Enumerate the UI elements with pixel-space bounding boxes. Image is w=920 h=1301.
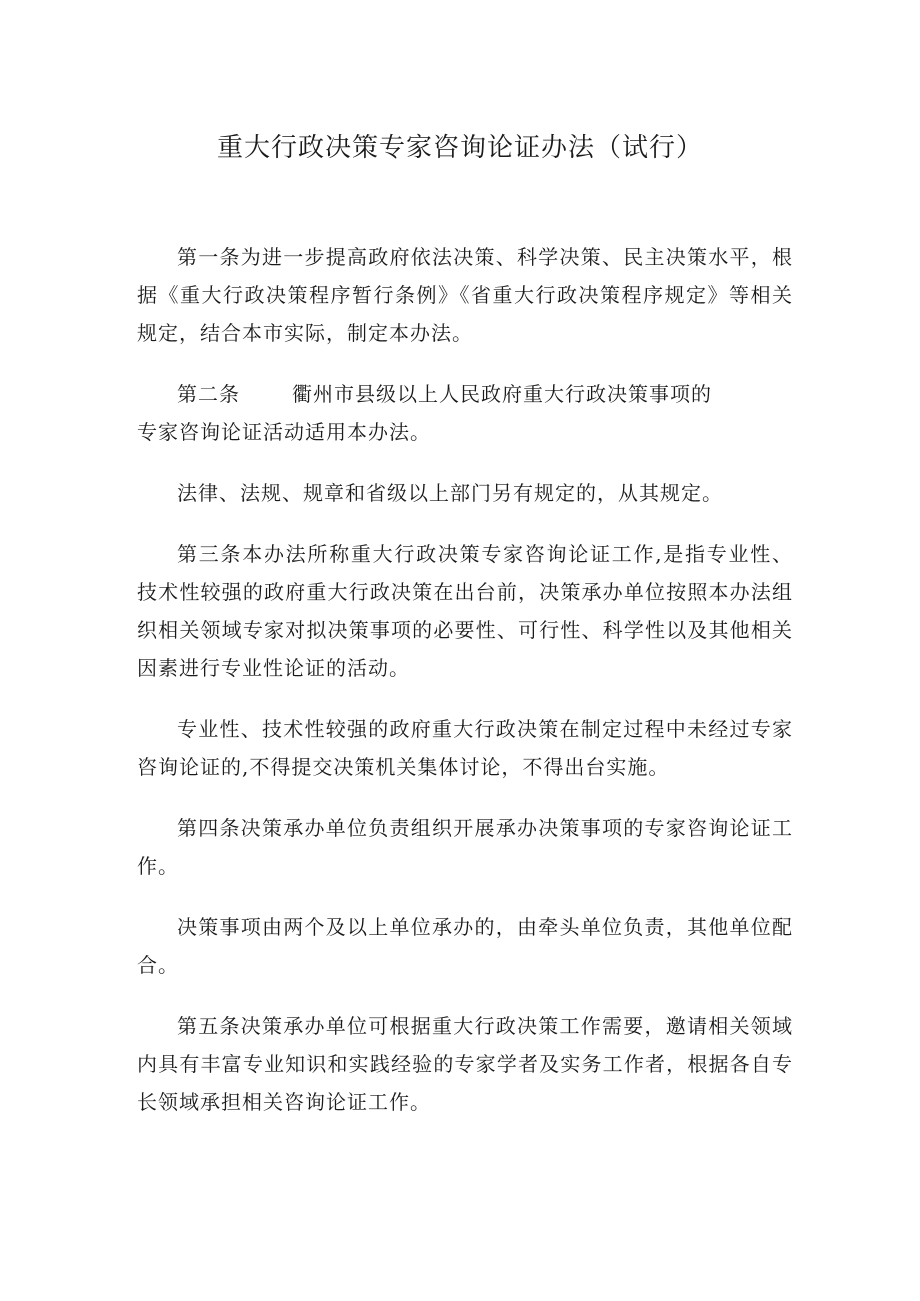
article-3-clause: 专业性、技术性较强的政府重大行政决策在制定过程中未经过专家咨询论证的,不得提交决策机关集体讨论，不得出台实施。 [137,717,793,779]
article-4-clause: 决策事项由两个及以上单位承办的，由牵头单位负责，其他单位配合。 [137,915,793,977]
document-title: 重大行政决策专家咨询论证办法（试行） [216,133,703,163]
article-2-line-2: 专家咨询论证活动适用本办法。 [137,420,431,444]
article-3: 第三条本办法所称重大行政决策专家咨询论证工作,是指专业性、技术性较强的政府重大行政决策在出台前，决策承办单位按照本办法组织相关领域专家对拟决策事项的必要性、可行性、科学性以及其他相关因素进行专业性论证的活动。 [137,542,793,680]
article-2-line-1 [137,375,793,413]
article-2-clause: 法律、法规、规章和省级以上部门另有规定的，从其规定。 [177,481,723,505]
article-4: 第四条决策承办单位负责组织开展承办决策事项的专家咨询论证工作。 [137,816,793,878]
article-5: 第五条决策承办单位可根据重大行政决策工作需要，邀请相关领域内具有丰富专业知识和实践经验的专家学者及实务工作者，根据各自专长领域承担相关咨询论证工作。 [137,1014,793,1114]
article-1: 第一条为进一步提高政府依法决策、科学决策、民主决策水平，根据《重大行政决策程序暂行条例》《省重大行政决策程序规定》等相关规定，结合本市实际，制定本办法。 [137,245,793,345]
document-body [137,238,793,1144]
article-2 [137,375,793,451]
article-2-label: 第二条 [177,382,240,406]
article-2-text-1: 衢州市县级以上人民政府重大行政决策事项的 [292,382,712,406]
